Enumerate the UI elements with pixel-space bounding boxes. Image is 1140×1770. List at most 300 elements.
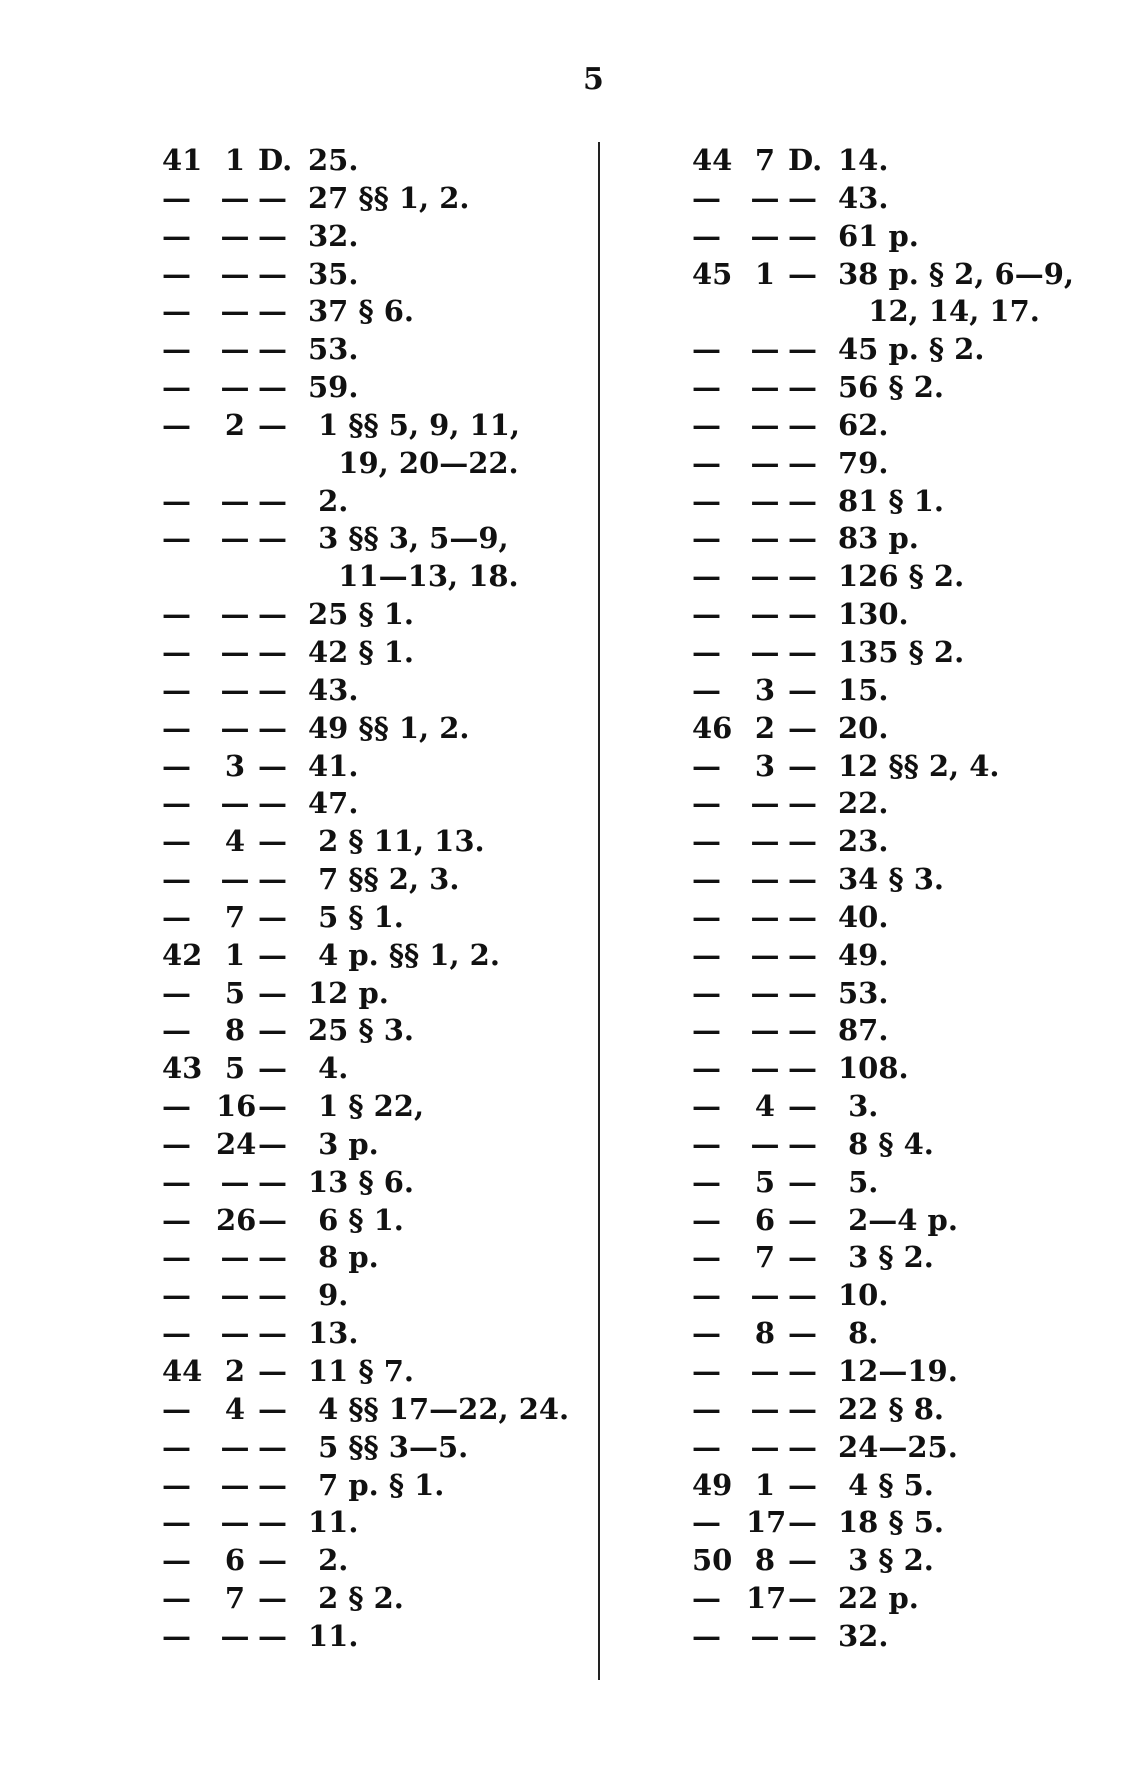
fragment-reference: 1 § 22, [308, 1089, 425, 1124]
source-marker: — [788, 1126, 817, 1161]
fragment-reference: 27 §§ 1, 2. [308, 180, 470, 215]
book-number: — [162, 1316, 191, 1351]
source-marker: — [258, 1429, 287, 1464]
fragment-reference: 126 § 2. [838, 559, 965, 594]
book-number: — [162, 634, 191, 669]
source-marker: — [788, 1278, 817, 1313]
title-number: — [750, 824, 780, 859]
fragment-reference: 79. [838, 445, 889, 480]
title-number: 2 [224, 407, 246, 442]
book-number: 50 [692, 1543, 733, 1578]
title-number: 1 [754, 256, 776, 291]
title-number: — [750, 370, 780, 405]
book-number: — [162, 1505, 191, 1540]
source-marker: — [788, 483, 817, 518]
fragment-reference: 2 § 2. [308, 1581, 404, 1616]
fragment-reference: 2 § 11, 13. [308, 824, 485, 859]
title-number: — [750, 1051, 780, 1086]
source-marker: D. [788, 143, 823, 177]
book-number: — [692, 899, 721, 934]
column-divider [598, 142, 600, 1680]
title-number: — [750, 559, 780, 594]
title-number: 3 [754, 672, 776, 707]
title-number: 7 [754, 143, 776, 177]
title-number: — [750, 521, 780, 556]
fragment-reference: 11 § 7. [308, 1354, 414, 1388]
source-marker: — [788, 672, 817, 707]
source-marker: — [788, 1467, 817, 1502]
book-number: — [162, 1126, 191, 1161]
fragment-reference: 53. [308, 332, 359, 367]
book-number: — [692, 180, 721, 215]
book-number: — [162, 1467, 191, 1502]
source-marker: — [788, 180, 817, 215]
source-marker: — [258, 1164, 287, 1199]
title-number: — [220, 1164, 250, 1199]
fragment-reference: 56 § 2. [838, 370, 944, 405]
book-number: — [162, 1618, 191, 1653]
page-number: 5 [583, 62, 604, 97]
book-number: — [162, 521, 191, 556]
book-number: — [692, 1618, 721, 1653]
source-marker: — [258, 899, 287, 934]
fragment-reference: 8 p. [308, 1240, 379, 1275]
book-number: — [162, 370, 191, 405]
source-marker: — [788, 1051, 817, 1086]
title-number: — [750, 180, 780, 215]
title-number: 1 [224, 143, 246, 177]
source-marker: — [788, 256, 817, 291]
source-marker: — [258, 597, 287, 632]
source-marker: — [788, 370, 817, 405]
title-number: — [220, 1467, 250, 1502]
title-number: 7 [754, 1240, 776, 1275]
fragment-reference: 11. [308, 1505, 359, 1540]
fragment-reference: 10. [838, 1278, 889, 1313]
fragment-reference: 13 § 6. [308, 1164, 414, 1199]
fragment-reference: 130. [838, 597, 909, 632]
title-number: 4 [754, 1089, 776, 1124]
source-marker: — [258, 180, 287, 215]
source-marker: — [788, 975, 817, 1010]
book-number: 43 [162, 1051, 203, 1086]
title-number: 3 [224, 748, 246, 783]
book-number: — [692, 824, 721, 859]
book-number: — [692, 1202, 721, 1237]
book-number: — [162, 332, 191, 367]
source-marker: — [258, 1278, 287, 1313]
title-number: — [220, 672, 250, 707]
fragment-reference: 9. [308, 1278, 349, 1313]
fragment-reference: 41. [308, 748, 359, 783]
source-marker: — [258, 370, 287, 405]
source-marker: — [258, 1316, 287, 1351]
title-number: 17 [746, 1581, 787, 1616]
book-number: — [162, 1278, 191, 1313]
fragment-reference: 25. [308, 143, 359, 177]
book-number: — [162, 862, 191, 897]
source-marker: — [258, 937, 287, 972]
fragment-reference: 8 § 4. [838, 1126, 934, 1161]
source-marker: — [258, 786, 287, 821]
book-number: 44 [162, 1354, 203, 1388]
fragment-reference: 49 §§ 1, 2. [308, 710, 470, 745]
title-number: — [220, 786, 250, 821]
fragment-reference: 22 p. [838, 1581, 919, 1616]
book-number: — [162, 824, 191, 859]
source-marker: — [258, 218, 287, 253]
source-marker: — [788, 1164, 817, 1199]
book-number: — [162, 1543, 191, 1578]
source-marker: — [788, 786, 817, 821]
fragment-reference: 49. [838, 937, 889, 972]
fragment-reference: 34 § 3. [838, 862, 944, 897]
title-number: 6 [224, 1543, 246, 1578]
book-number: — [162, 1429, 191, 1464]
book-number: 46 [692, 710, 733, 745]
fragment-reference: 32. [838, 1618, 889, 1653]
book-number: — [692, 559, 721, 594]
fragment-reference: 35. [308, 256, 359, 291]
source-marker: — [788, 634, 817, 669]
fragment-reference: 3 § 2. [838, 1543, 934, 1578]
fragment-reference: 87. [838, 1013, 889, 1048]
book-number: — [692, 407, 721, 442]
fragment-reference: 3 §§ 3, 5—9, [308, 521, 509, 556]
source-marker: — [788, 1316, 817, 1351]
book-number: — [692, 1089, 721, 1124]
source-marker: — [258, 1505, 287, 1540]
fragment-reference: 83 p. [838, 521, 919, 556]
fragment-reference: 19, 20—22. [308, 445, 519, 480]
source-marker: — [258, 483, 287, 518]
title-number: — [220, 370, 250, 405]
fragment-reference: 13. [308, 1316, 359, 1351]
source-marker: — [258, 256, 287, 291]
source-marker: — [788, 937, 817, 972]
book-number: 45 [692, 256, 733, 291]
book-number: — [692, 1278, 721, 1313]
book-number: — [162, 786, 191, 821]
title-number: — [750, 483, 780, 518]
title-number: — [220, 1505, 250, 1540]
book-number: 42 [162, 937, 203, 972]
book-number: — [692, 597, 721, 632]
title-number: — [750, 862, 780, 897]
title-number: — [220, 218, 250, 253]
fragment-reference: 37 § 6. [308, 294, 414, 329]
fragment-reference: 40. [838, 899, 889, 934]
fragment-reference: 32. [308, 218, 359, 253]
fragment-reference: 14. [838, 143, 889, 177]
fragment-reference: 2. [308, 1543, 349, 1578]
title-number: 8 [224, 1013, 246, 1048]
book-number: — [162, 483, 191, 518]
fragment-reference: 22 § 8. [838, 1391, 944, 1426]
book-number: — [162, 294, 191, 329]
book-number: — [692, 218, 721, 253]
source-marker: — [788, 445, 817, 480]
fragment-reference: 4 §§ 17—22, 24. [308, 1391, 570, 1426]
source-marker: — [788, 899, 817, 934]
source-marker: — [788, 710, 817, 745]
fragment-reference: 2. [308, 483, 349, 518]
book-number: — [692, 786, 721, 821]
fragment-reference: 8. [838, 1316, 879, 1351]
source-marker: — [258, 710, 287, 745]
title-number: 4 [224, 1391, 246, 1426]
source-marker: — [258, 1354, 287, 1388]
book-number: — [692, 1391, 721, 1426]
title-number: — [750, 1354, 780, 1388]
source-marker: — [788, 1543, 817, 1578]
title-number: — [750, 634, 780, 669]
book-number: — [692, 1505, 721, 1540]
book-number: — [692, 445, 721, 480]
fragment-reference: 4 p. §§ 1, 2. [308, 937, 500, 972]
book-number: — [162, 1581, 191, 1616]
fragment-reference: 24—25. [838, 1429, 958, 1464]
fragment-reference: 4. [308, 1051, 349, 1086]
source-marker: — [258, 824, 287, 859]
fragment-reference: 5. [838, 1164, 879, 1199]
title-number: — [750, 1278, 780, 1313]
book-number: — [692, 483, 721, 518]
title-number: 7 [224, 1581, 246, 1616]
source-marker: — [258, 1581, 287, 1616]
source-marker: — [258, 1618, 287, 1653]
title-number: — [750, 1126, 780, 1161]
fragment-reference: 12—19. [838, 1354, 958, 1388]
fragment-reference: 23. [838, 824, 889, 859]
book-number: — [692, 862, 721, 897]
title-number: 1 [224, 937, 246, 972]
title-number: 5 [224, 975, 246, 1010]
title-number: 5 [224, 1051, 246, 1086]
fragment-reference: 135 § 2. [838, 634, 965, 669]
source-marker: — [258, 862, 287, 897]
book-number: — [692, 672, 721, 707]
fragment-reference: 20. [838, 710, 889, 745]
book-number: — [162, 899, 191, 934]
fragment-reference: 1 §§ 5, 9, 11, [308, 407, 520, 442]
fragment-reference: 15. [838, 672, 889, 707]
source-marker: — [258, 407, 287, 442]
fragment-reference: 12 p. [308, 975, 389, 1010]
title-number: 17 [746, 1505, 787, 1540]
title-number: 8 [754, 1316, 776, 1351]
fragment-reference: 43. [308, 672, 359, 707]
title-number: 2 [754, 710, 776, 745]
source-marker: — [258, 294, 287, 329]
book-number: — [162, 710, 191, 745]
title-number: 1 [754, 1467, 776, 1502]
fragment-reference: 43. [838, 180, 889, 215]
title-number: — [220, 1278, 250, 1313]
book-number: — [162, 1089, 191, 1124]
source-marker: — [788, 597, 817, 632]
book-number: — [692, 1126, 721, 1161]
book-number: — [162, 1391, 191, 1426]
source-marker: — [258, 672, 287, 707]
book-number: — [162, 1013, 191, 1048]
book-number: — [692, 1013, 721, 1048]
title-number: — [750, 899, 780, 934]
title-number: — [220, 1316, 250, 1351]
fragment-reference: 7 p. § 1. [308, 1467, 445, 1502]
book-number: — [692, 975, 721, 1010]
title-number: — [220, 1618, 250, 1653]
book-number: — [162, 256, 191, 291]
source-marker: — [258, 1543, 287, 1578]
book-number: 44 [692, 143, 733, 177]
title-number: — [220, 597, 250, 632]
book-number: — [692, 937, 721, 972]
title-number: — [220, 634, 250, 669]
source-marker: — [788, 862, 817, 897]
title-number: — [220, 294, 250, 329]
title-number: — [220, 521, 250, 556]
fragment-reference: 3. [838, 1089, 879, 1124]
book-number: — [162, 597, 191, 632]
title-number: — [220, 332, 250, 367]
fragment-reference: 108. [838, 1051, 909, 1086]
source-marker: — [788, 1240, 817, 1275]
fragment-reference: 81 § 1. [838, 483, 944, 518]
title-number: 24 [216, 1126, 257, 1161]
fragment-reference: 12 §§ 2, 4. [838, 748, 1000, 783]
fragment-reference: 5 §§ 3—5. [308, 1429, 469, 1464]
book-number: — [692, 521, 721, 556]
fragment-reference: 3 p. [308, 1126, 379, 1161]
title-number: 8 [754, 1543, 776, 1578]
title-number: — [750, 786, 780, 821]
source-marker: — [258, 634, 287, 669]
source-marker: — [788, 748, 817, 783]
fragment-reference: 25 § 1. [308, 597, 414, 632]
fragment-reference: 18 § 5. [838, 1505, 944, 1540]
source-marker: — [258, 1240, 287, 1275]
fragment-reference: 47. [308, 786, 359, 821]
book-number: — [162, 218, 191, 253]
source-marker: — [258, 748, 287, 783]
fragment-reference: 5 § 1. [308, 899, 404, 934]
source-marker: — [258, 1051, 287, 1086]
source-marker: — [788, 559, 817, 594]
fragment-reference: 11. [308, 1618, 359, 1653]
title-number: 3 [754, 748, 776, 783]
book-number: — [692, 1581, 721, 1616]
source-marker: — [788, 218, 817, 253]
fragment-reference: 4 § 5. [838, 1467, 934, 1502]
source-marker: — [788, 332, 817, 367]
source-marker: — [788, 1618, 817, 1653]
book-number: — [692, 1429, 721, 1464]
book-number: — [162, 975, 191, 1010]
source-marker: — [788, 1581, 817, 1616]
fragment-reference: 59. [308, 370, 359, 405]
fragment-reference: 7 §§ 2, 3. [308, 862, 460, 897]
source-marker: — [258, 1126, 287, 1161]
book-number: — [162, 748, 191, 783]
source-marker: — [788, 1013, 817, 1048]
fragment-reference: 42 § 1. [308, 634, 414, 669]
book-number: — [162, 1164, 191, 1199]
book-number: — [692, 332, 721, 367]
fragment-reference: 11—13, 18. [308, 559, 519, 594]
book-number: — [162, 407, 191, 442]
source-marker: — [258, 1089, 287, 1124]
title-number: — [750, 332, 780, 367]
title-number: 4 [224, 824, 246, 859]
fragment-reference: 22. [838, 786, 889, 821]
source-marker: — [258, 1391, 287, 1426]
book-number: — [162, 672, 191, 707]
book-number: — [692, 1164, 721, 1199]
title-number: — [750, 445, 780, 480]
book-number: — [692, 748, 721, 783]
source-marker: D. [258, 143, 293, 177]
source-marker: — [788, 521, 817, 556]
title-number: — [750, 975, 780, 1010]
title-number: 2 [224, 1354, 246, 1388]
title-number: — [750, 1391, 780, 1426]
title-number: — [220, 180, 250, 215]
source-marker: — [788, 1354, 817, 1388]
source-marker: — [258, 1467, 287, 1502]
book-number: — [692, 1354, 721, 1388]
title-number: — [220, 1240, 250, 1275]
fragment-reference: 2—4 p. [838, 1202, 958, 1237]
title-number: 26 [216, 1202, 257, 1237]
title-number: — [220, 483, 250, 518]
fragment-reference: 61 p. [838, 218, 919, 253]
source-marker: — [788, 1505, 817, 1540]
title-number: — [220, 1429, 250, 1464]
fragment-reference: 3 § 2. [838, 1240, 934, 1275]
fragment-reference: 45 p. § 2. [838, 332, 985, 367]
source-marker: — [258, 1202, 287, 1237]
book-number: — [692, 634, 721, 669]
source-marker: — [788, 1429, 817, 1464]
title-number: — [750, 597, 780, 632]
fragment-reference: 6 § 1. [308, 1202, 404, 1237]
source-marker: — [788, 1391, 817, 1426]
source-marker: — [788, 1202, 817, 1237]
title-number: 6 [754, 1202, 776, 1237]
fragment-reference: 53. [838, 975, 889, 1010]
title-number: — [750, 1429, 780, 1464]
title-number: 7 [224, 899, 246, 934]
source-marker: — [258, 521, 287, 556]
title-number: 16 [216, 1089, 257, 1124]
source-marker: — [258, 332, 287, 367]
title-number: — [750, 218, 780, 253]
book-number: — [162, 180, 191, 215]
source-marker: — [788, 407, 817, 442]
book-number: — [692, 1316, 721, 1351]
book-number: — [162, 1240, 191, 1275]
title-number: — [220, 862, 250, 897]
title-number: — [220, 256, 250, 291]
fragment-reference: 12, 14, 17. [838, 294, 1040, 329]
book-number: 41 [162, 143, 203, 177]
title-number: — [220, 710, 250, 745]
title-number: — [750, 407, 780, 442]
fragment-reference: 25 § 3. [308, 1013, 414, 1048]
book-number: — [692, 1051, 721, 1086]
source-marker: — [258, 975, 287, 1010]
